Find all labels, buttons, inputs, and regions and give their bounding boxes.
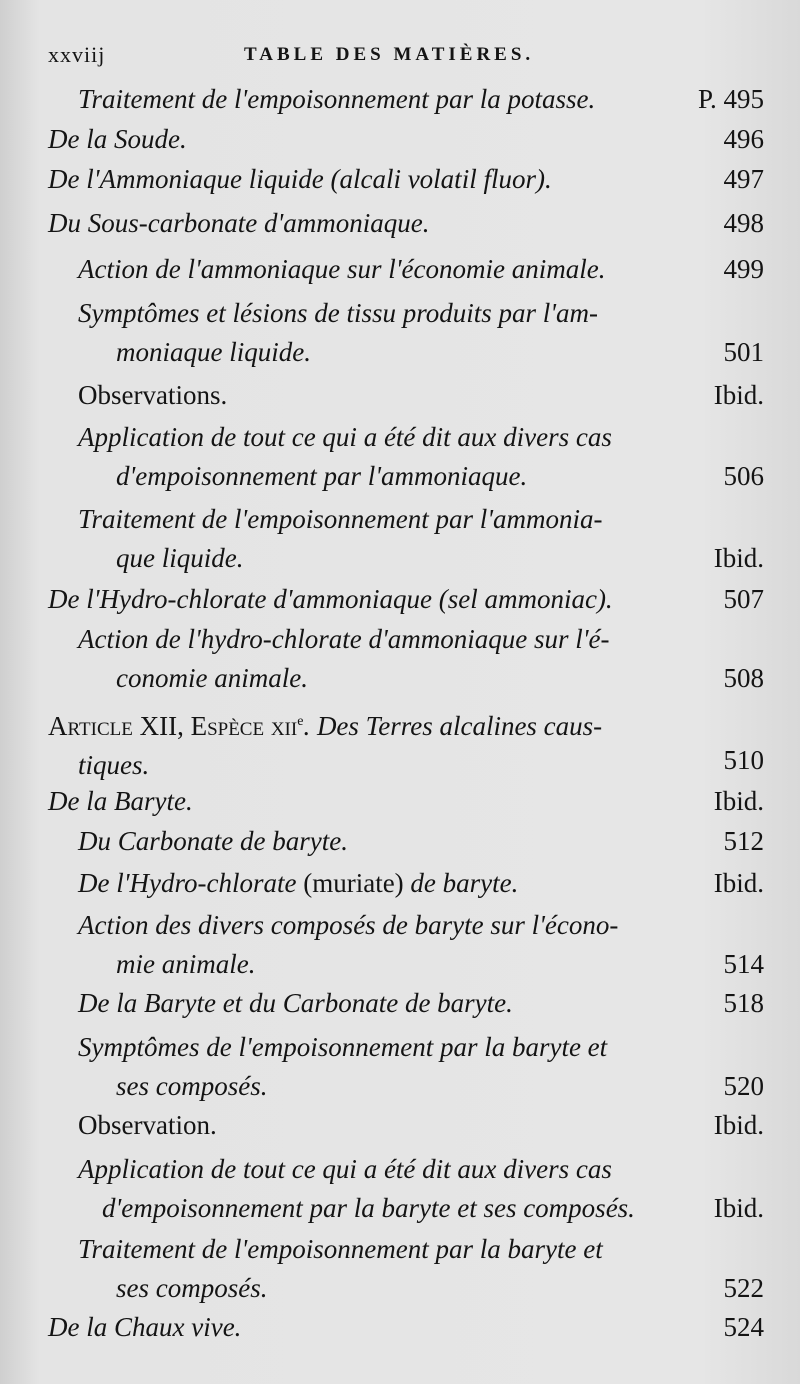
superscript: e	[297, 714, 304, 729]
toc-entry-page: 524	[723, 1312, 764, 1342]
running-header	[48, 38, 768, 74]
toc-entry	[78, 1150, 764, 1228]
toc-entry-continuation: que liquide.	[116, 543, 244, 573]
toc-entry-continuation: d'empoisonnement par la baryte et ses composés.	[102, 1193, 635, 1223]
toc-entry-page: 496	[723, 124, 764, 154]
article-heading: Article XII, Espèce xii	[48, 711, 298, 741]
toc-entry-title: Action des divers composés de baryte sur l'écono-	[78, 910, 619, 940]
toc-entry-title: Observation.	[78, 1110, 217, 1140]
toc-entry	[78, 500, 764, 578]
toc-entry-page: 512	[723, 826, 764, 856]
toc-entry	[78, 864, 764, 903]
toc-entry-page: 507	[723, 584, 764, 614]
toc-entry-title	[78, 864, 764, 903]
toc-entry	[78, 1028, 764, 1106]
toc-entry-page: 501	[723, 337, 764, 367]
toc-entry	[48, 160, 764, 199]
toc-entry-title: Application de tout ce qui a été dit aux divers cas	[78, 422, 612, 452]
toc-entry-page: 510	[723, 745, 764, 775]
article-subject: . Des Terres alcalines caus-	[303, 711, 603, 741]
toc-entry-title: Du Sous-carbonate d'ammoniaque.	[48, 208, 430, 238]
toc-entry	[78, 294, 764, 372]
toc-entry-page: P. 495	[697, 84, 764, 114]
toc-entry-title: De la Chaux vive.	[48, 1312, 242, 1342]
toc-entry	[78, 1106, 764, 1145]
toc-entry-continuation: moniaque liquide.	[116, 337, 311, 367]
toc-entry	[78, 822, 764, 861]
toc-entry-page: Ibid.	[713, 1110, 764, 1140]
toc-entry	[78, 1230, 764, 1308]
toc-entry-title: Action de l'hydro-chlorate d'ammoniaque sur l'é-	[78, 624, 610, 654]
toc-entry	[78, 250, 764, 289]
toc-entry-page: 498	[723, 208, 764, 238]
toc-entry-title: De la Soude.	[48, 124, 187, 154]
toc-entry-continuation: conomie animale.	[116, 663, 308, 693]
toc-entry-title: Application de tout ce qui a été dit aux divers cas	[78, 1154, 612, 1184]
toc-entry-continuation: ses composés.	[116, 1273, 268, 1303]
toc-entry-page: 514	[723, 949, 764, 979]
toc-entry-title: Symptômes de l'empoisonnement par la baryte et	[78, 1032, 608, 1062]
toc-entry-title	[48, 702, 764, 746]
toc-entry-page: 518	[723, 988, 764, 1018]
toc-entry	[78, 906, 764, 984]
toc-entry-page: 508	[723, 663, 764, 693]
toc-entry-title: Traitement de l'empoisonnement par la baryte et	[78, 1234, 603, 1264]
entry-title-part: de baryte.	[403, 868, 519, 898]
toc-entry-page: 506	[723, 461, 764, 491]
toc-entry-title: De la Baryte et du Carbonate de baryte.	[78, 988, 513, 1018]
toc-entry-title: Traitement de l'empoisonnement par l'ammonia-	[78, 504, 603, 534]
toc-entry	[78, 418, 764, 496]
toc-entry	[78, 984, 764, 1023]
toc-entry-page: 520	[723, 1071, 764, 1101]
entry-title-part: (muriate)	[303, 868, 404, 898]
toc-entry	[48, 204, 764, 243]
toc-entry-page: Ibid.	[713, 543, 764, 573]
toc-entry	[78, 620, 764, 698]
toc-entry-page: Ibid.	[713, 786, 764, 816]
toc-entry-title: Observations.	[78, 380, 228, 410]
toc-entry-page: 497	[723, 164, 764, 194]
header-page-number: xxviij	[48, 42, 106, 67]
toc-entry-page: Ibid.	[713, 1193, 764, 1223]
toc-entry-page: Ibid.	[713, 868, 764, 898]
toc-entry-title: Traitement de l'empoisonnement par la potasse.	[78, 84, 596, 114]
toc-entry-title: Action de l'ammoniaque sur l'économie animale.	[78, 254, 606, 284]
toc-entry	[48, 1308, 764, 1347]
toc-entry-page: 499	[723, 254, 764, 284]
toc-entry-continuation: d'empoisonnement par l'ammoniaque.	[116, 461, 528, 491]
toc-entry	[48, 580, 764, 619]
toc-entry	[48, 120, 764, 159]
toc-entry-title: De l'Ammoniaque liquide (alcali volatil fluor).	[48, 164, 552, 194]
toc-entry-continuation: mie animale.	[116, 949, 256, 979]
toc-entry-continuation: ses composés.	[116, 1071, 268, 1101]
toc-entry	[78, 80, 764, 119]
toc-entry-title: De la Baryte.	[48, 786, 193, 816]
toc-entry-continuation: tiques.	[78, 750, 150, 780]
toc-entry	[48, 782, 764, 821]
toc-entry-page: Ibid.	[713, 380, 764, 410]
toc-entry	[48, 702, 764, 785]
entry-title-part: De l'Hydro-chlorate	[78, 868, 304, 898]
header-title: TABLE DES MATIÈRES.	[244, 44, 535, 65]
toc-entry-title: De l'Hydro-chlorate d'ammoniaque (sel ammoniac).	[48, 584, 613, 614]
toc-entry-page: 522	[723, 1273, 764, 1303]
toc-entry-title: Du Carbonate de baryte.	[78, 826, 348, 856]
toc-entry-title: Symptômes et lésions de tissu produits par l'am-	[78, 298, 599, 328]
toc-entry	[78, 376, 764, 415]
